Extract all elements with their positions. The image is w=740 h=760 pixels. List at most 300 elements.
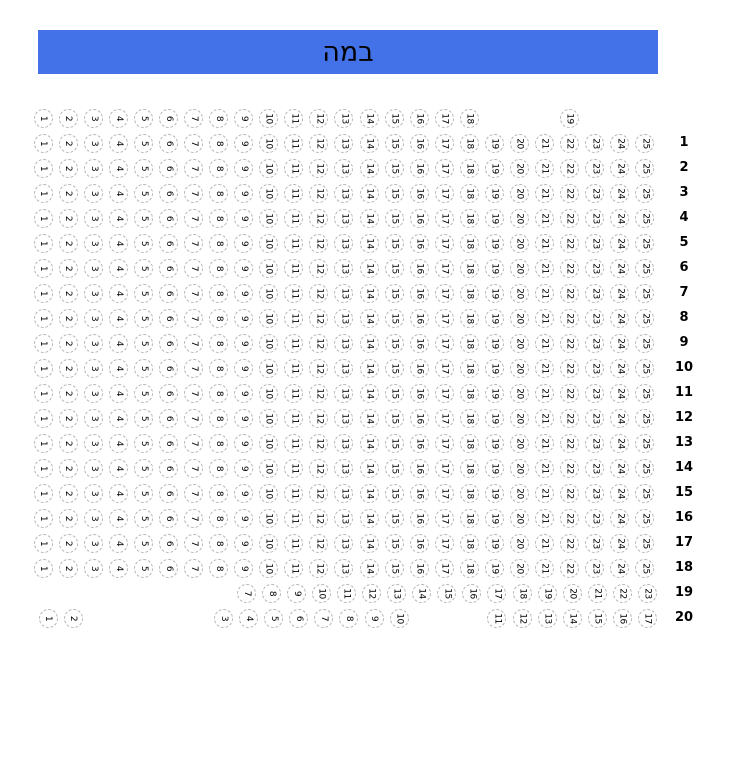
seat-row18-2[interactable] (59, 559, 78, 578)
seat-row9-9[interactable] (234, 334, 253, 353)
seat-row17-16[interactable] (410, 534, 429, 553)
seat-row20-11[interactable] (487, 609, 506, 628)
seat-row19-7[interactable] (237, 584, 256, 603)
seat-row4-15[interactable] (385, 209, 404, 228)
seat-row6-7[interactable] (184, 259, 203, 278)
seat-row5-7[interactable] (184, 234, 203, 253)
seat-row8-15[interactable] (385, 309, 404, 328)
seat-row1-14[interactable] (360, 134, 379, 153)
seat-row15-14[interactable] (360, 484, 379, 503)
seat-row7-18[interactable] (460, 284, 479, 303)
seat-row12-3[interactable] (84, 409, 103, 428)
seat-row20-13[interactable] (538, 609, 557, 628)
seat-row18-17[interactable] (435, 559, 454, 578)
seat-row15-4[interactable] (109, 484, 128, 503)
seat-row8-11[interactable] (284, 309, 303, 328)
seat-row4-18[interactable] (460, 209, 479, 228)
seat-row8-9[interactable] (234, 309, 253, 328)
seat-row9-23[interactable] (585, 334, 604, 353)
seat-row14-21[interactable] (535, 459, 554, 478)
seat-row2-18[interactable] (460, 159, 479, 178)
seat-row16-21[interactable] (535, 509, 554, 528)
seat-row13-19[interactable] (485, 434, 504, 453)
seat-row2-8[interactable] (209, 159, 228, 178)
seat-row4-11[interactable] (284, 209, 303, 228)
seat-row13-5[interactable] (134, 434, 153, 453)
seat-row13-25[interactable] (635, 434, 654, 453)
seat-row13-23[interactable] (585, 434, 604, 453)
seat-row9-13[interactable] (334, 334, 353, 353)
seat-row9-7[interactable] (184, 334, 203, 353)
seat-row7-21[interactable] (535, 284, 554, 303)
seat-row4-2[interactable] (59, 209, 78, 228)
seat-row13-14[interactable] (360, 434, 379, 453)
seat-row18-4[interactable] (109, 559, 128, 578)
seat-row3-10[interactable] (259, 184, 278, 203)
seat-row6-8[interactable] (209, 259, 228, 278)
seat-row1-6[interactable] (159, 134, 178, 153)
seat-row0-17[interactable] (435, 109, 454, 128)
seat-row19-19[interactable] (538, 584, 557, 603)
seat-row5-8[interactable] (209, 234, 228, 253)
seat-row20-12[interactable] (513, 609, 532, 628)
seat-row6-13[interactable] (334, 259, 353, 278)
seat-row3-17[interactable] (435, 184, 454, 203)
seat-row15-18[interactable] (460, 484, 479, 503)
seat-row19-8[interactable] (262, 584, 281, 603)
seat-row7-13[interactable] (334, 284, 353, 303)
seat-row13-16[interactable] (410, 434, 429, 453)
seat-row1-9[interactable] (234, 134, 253, 153)
seat-row17-5[interactable] (134, 534, 153, 553)
seat-row7-25[interactable] (635, 284, 654, 303)
seat-row17-11[interactable] (284, 534, 303, 553)
seat-row0-12[interactable] (309, 109, 328, 128)
seat-row17-23[interactable] (585, 534, 604, 553)
seat-row12-9[interactable] (234, 409, 253, 428)
seat-row12-25[interactable] (635, 409, 654, 428)
seat-row1-15[interactable] (385, 134, 404, 153)
seat-row18-21[interactable] (535, 559, 554, 578)
seat-row8-20[interactable] (510, 309, 529, 328)
seat-row6-21[interactable] (535, 259, 554, 278)
seat-row4-17[interactable] (435, 209, 454, 228)
seat-row1-25[interactable] (635, 134, 654, 153)
seat-row8-10[interactable] (259, 309, 278, 328)
seat-row8-8[interactable] (209, 309, 228, 328)
seat-row13-15[interactable] (385, 434, 404, 453)
seat-row4-14[interactable] (360, 209, 379, 228)
seat-row15-23[interactable] (585, 484, 604, 503)
seat-row6-12[interactable] (309, 259, 328, 278)
seat-row9-1[interactable] (34, 334, 53, 353)
seat-row10-2[interactable] (59, 359, 78, 378)
seat-row14-11[interactable] (284, 459, 303, 478)
seat-row0-8[interactable] (209, 109, 228, 128)
seat-row10-5[interactable] (134, 359, 153, 378)
seat-row3-7[interactable] (184, 184, 203, 203)
seat-row13-11[interactable] (284, 434, 303, 453)
seat-row18-18[interactable] (460, 559, 479, 578)
seat-row14-6[interactable] (159, 459, 178, 478)
seat-row16-6[interactable] (159, 509, 178, 528)
seat-row11-21[interactable] (535, 384, 554, 403)
seat-row5-3[interactable] (84, 234, 103, 253)
seat-row10-24[interactable] (610, 359, 629, 378)
seat-row0-10[interactable] (259, 109, 278, 128)
seat-row3-5[interactable] (134, 184, 153, 203)
seat-row8-25[interactable] (635, 309, 654, 328)
seat-row10-15[interactable] (385, 359, 404, 378)
seat-row7-4[interactable] (109, 284, 128, 303)
seat-row19-14[interactable] (412, 584, 431, 603)
seat-row17-13[interactable] (334, 534, 353, 553)
seat-row2-12[interactable] (309, 159, 328, 178)
seat-row2-20[interactable] (510, 159, 529, 178)
seat-row14-17[interactable] (435, 459, 454, 478)
seat-row5-22[interactable] (560, 234, 579, 253)
seat-row3-25[interactable] (635, 184, 654, 203)
seat-row16-12[interactable] (309, 509, 328, 528)
seat-row12-1[interactable] (34, 409, 53, 428)
seat-row7-2[interactable] (59, 284, 78, 303)
seat-row8-22[interactable] (560, 309, 579, 328)
seat-row0-14[interactable] (360, 109, 379, 128)
seat-row15-1[interactable] (34, 484, 53, 503)
seat-row10-8[interactable] (209, 359, 228, 378)
seat-row1-4[interactable] (109, 134, 128, 153)
seat-row3-11[interactable] (284, 184, 303, 203)
seat-row15-9[interactable] (234, 484, 253, 503)
seat-row1-12[interactable] (309, 134, 328, 153)
seat-row12-7[interactable] (184, 409, 203, 428)
seat-row8-16[interactable] (410, 309, 429, 328)
seat-row0-16[interactable] (410, 109, 429, 128)
seat-row17-14[interactable] (360, 534, 379, 553)
seat-row18-22[interactable] (560, 559, 579, 578)
seat-row10-1[interactable] (34, 359, 53, 378)
seat-row1-21[interactable] (535, 134, 554, 153)
seat-row14-15[interactable] (385, 459, 404, 478)
seat-row11-18[interactable] (460, 384, 479, 403)
seat-row10-17[interactable] (435, 359, 454, 378)
seat-row11-22[interactable] (560, 384, 579, 403)
seat-row7-10[interactable] (259, 284, 278, 303)
seat-row0-9[interactable] (234, 109, 253, 128)
seat-row10-14[interactable] (360, 359, 379, 378)
seat-row4-16[interactable] (410, 209, 429, 228)
seat-row1-19[interactable] (485, 134, 504, 153)
seat-row6-24[interactable] (610, 259, 629, 278)
seat-row13-18[interactable] (460, 434, 479, 453)
seat-row12-11[interactable] (284, 409, 303, 428)
seat-row18-10[interactable] (259, 559, 278, 578)
seat-row6-22[interactable] (560, 259, 579, 278)
seat-row14-16[interactable] (410, 459, 429, 478)
seat-row11-16[interactable] (410, 384, 429, 403)
seat-row5-20[interactable] (510, 234, 529, 253)
seat-row1-20[interactable] (510, 134, 529, 153)
seat-row5-24[interactable] (610, 234, 629, 253)
seat-row0-5[interactable] (134, 109, 153, 128)
seat-row7-17[interactable] (435, 284, 454, 303)
seat-row4-1[interactable] (34, 209, 53, 228)
seat-row12-23[interactable] (585, 409, 604, 428)
seat-row5-23[interactable] (585, 234, 604, 253)
seat-row3-9[interactable] (234, 184, 253, 203)
seat-row17-18[interactable] (460, 534, 479, 553)
seat-row10-3[interactable] (84, 359, 103, 378)
seat-row3-13[interactable] (334, 184, 353, 203)
seat-row19-22[interactable] (613, 584, 632, 603)
seat-row18-23[interactable] (585, 559, 604, 578)
seat-row3-20[interactable] (510, 184, 529, 203)
seat-row6-23[interactable] (585, 259, 604, 278)
seat-row13-10[interactable] (259, 434, 278, 453)
seat-row14-2[interactable] (59, 459, 78, 478)
seat-row9-24[interactable] (610, 334, 629, 353)
seat-row1-11[interactable] (284, 134, 303, 153)
seat-row5-1[interactable] (34, 234, 53, 253)
seat-row0-2[interactable] (59, 109, 78, 128)
seat-row11-14[interactable] (360, 384, 379, 403)
seat-row17-12[interactable] (309, 534, 328, 553)
seat-row17-6[interactable] (159, 534, 178, 553)
seat-row0-11[interactable] (284, 109, 303, 128)
seat-row18-19[interactable] (485, 559, 504, 578)
seat-row14-7[interactable] (184, 459, 203, 478)
seat-row2-19[interactable] (485, 159, 504, 178)
seat-row3-14[interactable] (360, 184, 379, 203)
seat-row20-16[interactable] (613, 609, 632, 628)
seat-row16-24[interactable] (610, 509, 629, 528)
seat-row12-20[interactable] (510, 409, 529, 428)
seat-row15-21[interactable] (535, 484, 554, 503)
seat-row4-19[interactable] (485, 209, 504, 228)
seat-row7-15[interactable] (385, 284, 404, 303)
seat-row15-7[interactable] (184, 484, 203, 503)
seat-row8-2[interactable] (59, 309, 78, 328)
seat-row1-2[interactable] (59, 134, 78, 153)
seat-row18-9[interactable] (234, 559, 253, 578)
seat-row3-19[interactable] (485, 184, 504, 203)
seat-row4-5[interactable] (134, 209, 153, 228)
seat-row14-14[interactable] (360, 459, 379, 478)
seat-row16-19[interactable] (485, 509, 504, 528)
seat-row1-24[interactable] (610, 134, 629, 153)
seat-row8-13[interactable] (334, 309, 353, 328)
seat-row16-17[interactable] (435, 509, 454, 528)
seat-row18-20[interactable] (510, 559, 529, 578)
seat-row17-17[interactable] (435, 534, 454, 553)
seat-row16-8[interactable] (209, 509, 228, 528)
seat-row15-5[interactable] (134, 484, 153, 503)
seat-row17-1[interactable] (34, 534, 53, 553)
seat-row18-11[interactable] (284, 559, 303, 578)
seat-row7-1[interactable] (34, 284, 53, 303)
seat-row4-21[interactable] (535, 209, 554, 228)
seat-row16-15[interactable] (385, 509, 404, 528)
seat-row8-6[interactable] (159, 309, 178, 328)
seat-row6-10[interactable] (259, 259, 278, 278)
seat-row5-9[interactable] (234, 234, 253, 253)
seat-row0-1[interactable] (34, 109, 53, 128)
seat-row1-8[interactable] (209, 134, 228, 153)
seat-row9-6[interactable] (159, 334, 178, 353)
seat-row2-15[interactable] (385, 159, 404, 178)
seat-row6-11[interactable] (284, 259, 303, 278)
seat-row2-10[interactable] (259, 159, 278, 178)
seat-row5-19[interactable] (485, 234, 504, 253)
seat-row1-7[interactable] (184, 134, 203, 153)
seat-row13-6[interactable] (159, 434, 178, 453)
seat-row7-19[interactable] (485, 284, 504, 303)
seat-row6-14[interactable] (360, 259, 379, 278)
seat-row4-10[interactable] (259, 209, 278, 228)
seat-row17-20[interactable] (510, 534, 529, 553)
seat-row4-24[interactable] (610, 209, 629, 228)
seat-row1-5[interactable] (134, 134, 153, 153)
seat-row8-3[interactable] (84, 309, 103, 328)
seat-row0-6[interactable] (159, 109, 178, 128)
seat-row15-19[interactable] (485, 484, 504, 503)
seat-row18-8[interactable] (209, 559, 228, 578)
seat-row1-22[interactable] (560, 134, 579, 153)
seat-row6-5[interactable] (134, 259, 153, 278)
seat-row11-5[interactable] (134, 384, 153, 403)
seat-row20-1[interactable] (39, 609, 58, 628)
seat-row6-3[interactable] (84, 259, 103, 278)
seat-row8-17[interactable] (435, 309, 454, 328)
seat-row0-13[interactable] (334, 109, 353, 128)
seat-row6-18[interactable] (460, 259, 479, 278)
seat-row5-15[interactable] (385, 234, 404, 253)
seat-row7-8[interactable] (209, 284, 228, 303)
seat-row5-12[interactable] (309, 234, 328, 253)
seat-row16-20[interactable] (510, 509, 529, 528)
seat-row13-12[interactable] (309, 434, 328, 453)
seat-row16-22[interactable] (560, 509, 579, 528)
seat-row17-4[interactable] (109, 534, 128, 553)
seat-row11-4[interactable] (109, 384, 128, 403)
seat-row5-14[interactable] (360, 234, 379, 253)
seat-row10-18[interactable] (460, 359, 479, 378)
seat-row9-15[interactable] (385, 334, 404, 353)
seat-row6-19[interactable] (485, 259, 504, 278)
seat-row8-21[interactable] (535, 309, 554, 328)
seat-row20-17[interactable] (638, 609, 657, 628)
seat-row1-17[interactable] (435, 134, 454, 153)
seat-row12-2[interactable] (59, 409, 78, 428)
seat-row3-21[interactable] (535, 184, 554, 203)
seat-row20-3[interactable] (214, 609, 233, 628)
seat-row3-12[interactable] (309, 184, 328, 203)
seat-row13-17[interactable] (435, 434, 454, 453)
seat-row2-14[interactable] (360, 159, 379, 178)
seat-row19-12[interactable] (362, 584, 381, 603)
seat-row8-14[interactable] (360, 309, 379, 328)
seat-row3-8[interactable] (209, 184, 228, 203)
seat-row9-14[interactable] (360, 334, 379, 353)
seat-row1-10[interactable] (259, 134, 278, 153)
seat-row2-2[interactable] (59, 159, 78, 178)
seat-row14-8[interactable] (209, 459, 228, 478)
seat-row14-25[interactable] (635, 459, 654, 478)
seat-row9-5[interactable] (134, 334, 153, 353)
seat-row16-9[interactable] (234, 509, 253, 528)
seat-row4-13[interactable] (334, 209, 353, 228)
seat-row0-15[interactable] (385, 109, 404, 128)
seat-row15-15[interactable] (385, 484, 404, 503)
seat-row20-10[interactable] (390, 609, 409, 628)
seat-row11-9[interactable] (234, 384, 253, 403)
seat-row13-2[interactable] (59, 434, 78, 453)
seat-row19-13[interactable] (387, 584, 406, 603)
seat-row12-12[interactable] (309, 409, 328, 428)
seat-row9-25[interactable] (635, 334, 654, 353)
seat-row8-12[interactable] (309, 309, 328, 328)
seat-row13-13[interactable] (334, 434, 353, 453)
seat-row10-9[interactable] (234, 359, 253, 378)
seat-row20-14[interactable] (563, 609, 582, 628)
seat-row13-7[interactable] (184, 434, 203, 453)
seat-row20-8[interactable] (339, 609, 358, 628)
seat-row3-16[interactable] (410, 184, 429, 203)
seat-row14-24[interactable] (610, 459, 629, 478)
seat-row17-24[interactable] (610, 534, 629, 553)
seat-row9-18[interactable] (460, 334, 479, 353)
seat-row7-9[interactable] (234, 284, 253, 303)
seat-row4-22[interactable] (560, 209, 579, 228)
seat-row14-9[interactable] (234, 459, 253, 478)
seat-row10-23[interactable] (585, 359, 604, 378)
seat-row18-24[interactable] (610, 559, 629, 578)
seat-row12-17[interactable] (435, 409, 454, 428)
seat-row4-4[interactable] (109, 209, 128, 228)
seat-row8-1[interactable] (34, 309, 53, 328)
seat-row17-9[interactable] (234, 534, 253, 553)
seat-row19-10[interactable] (312, 584, 331, 603)
seat-row10-11[interactable] (284, 359, 303, 378)
seat-row3-1[interactable] (34, 184, 53, 203)
seat-row5-4[interactable] (109, 234, 128, 253)
seat-row2-25[interactable] (635, 159, 654, 178)
seat-row11-6[interactable] (159, 384, 178, 403)
seat-row8-18[interactable] (460, 309, 479, 328)
seat-row9-21[interactable] (535, 334, 554, 353)
seat-row17-19[interactable] (485, 534, 504, 553)
seat-row9-10[interactable] (259, 334, 278, 353)
seat-row7-14[interactable] (360, 284, 379, 303)
seat-row5-16[interactable] (410, 234, 429, 253)
seat-row17-10[interactable] (259, 534, 278, 553)
seat-row17-7[interactable] (184, 534, 203, 553)
seat-row13-22[interactable] (560, 434, 579, 453)
seat-row4-9[interactable] (234, 209, 253, 228)
seat-row14-5[interactable] (134, 459, 153, 478)
seat-row19-21[interactable] (588, 584, 607, 603)
seat-row2-13[interactable] (334, 159, 353, 178)
seat-row11-11[interactable] (284, 384, 303, 403)
seat-row20-6[interactable] (289, 609, 308, 628)
seat-row11-25[interactable] (635, 384, 654, 403)
seat-row16-18[interactable] (460, 509, 479, 528)
seat-row11-8[interactable] (209, 384, 228, 403)
seat-row2-23[interactable] (585, 159, 604, 178)
seat-row16-1[interactable] (34, 509, 53, 528)
seat-row11-24[interactable] (610, 384, 629, 403)
seat-row4-7[interactable] (184, 209, 203, 228)
